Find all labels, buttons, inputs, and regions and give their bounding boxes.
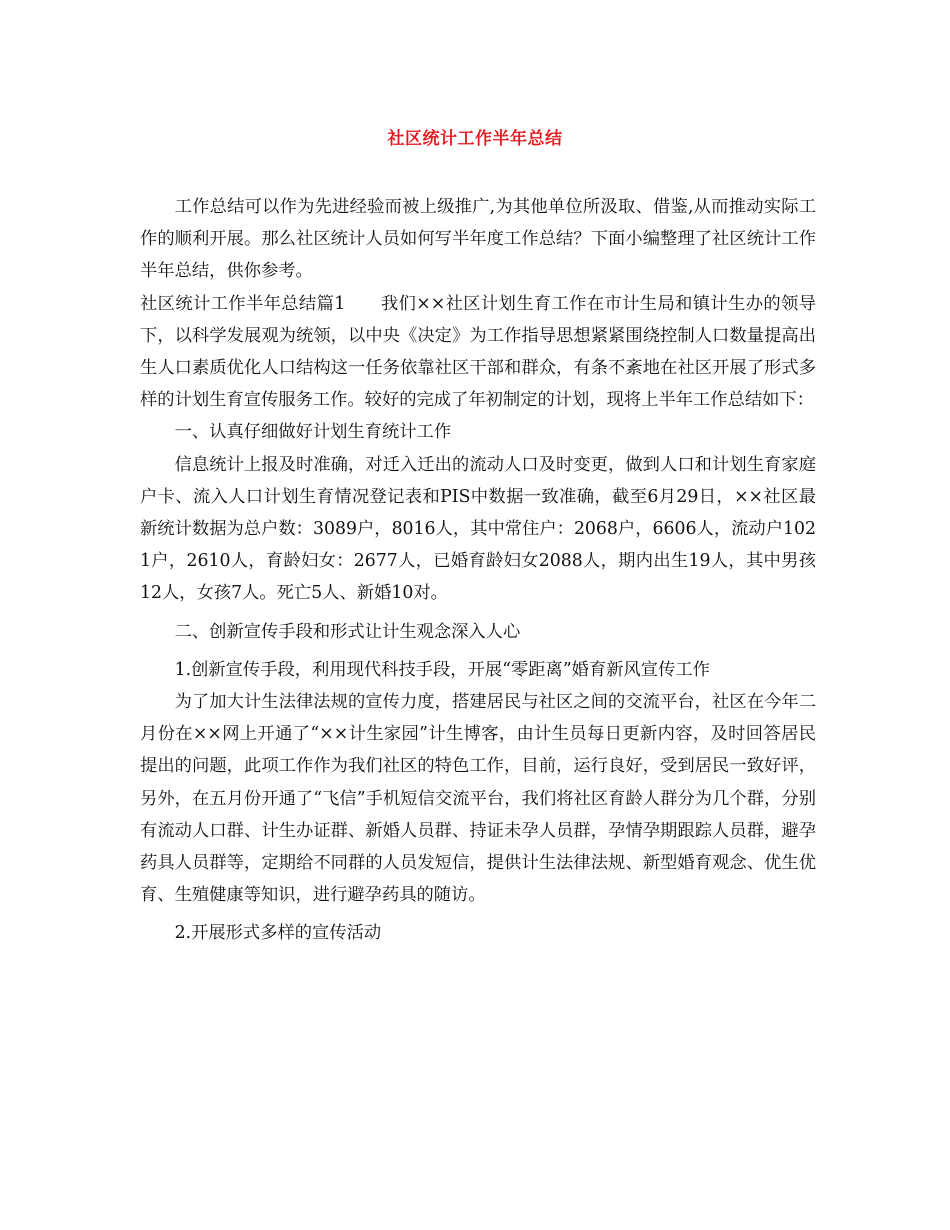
- heading-statistics: 一、认真仔细做好计划生育统计工作: [174, 422, 452, 443]
- document-body: [140, 191, 816, 950]
- subheading-activities: 2.开展形式多样的宣传活动: [174, 923, 382, 944]
- innovation-paragraph: 为了加大计生法律法规的宣传力度，搭建居民与社区之间的交流平台，社区在今年二月份在××网上开通了“××计生家园”计生博客，由计生员每日更新内容，及时回答居民提出的问题，此项工作作为我们社区的特色工作，目前，运行良好，受到居民一致好评，另外，在五月份开通了“飞信”手机短信交流平台，我们将社区育龄人群分为几个群，分别有流动人口群、计生办证群、新婚人员群、持证未孕人员群，孕情孕期跟踪人员群，避孕药具人员群等，定期给不同群的人员发短信，提供计生法律法规、新型婚育观念、优生优育、生殖健康等知识，进行避孕药具的随访。: [140, 692, 816, 906]
- subheading-innovation: 1.创新宣传手段，利用现代科技手段，开展“零距离”婚育新风宣传工作: [174, 659, 710, 680]
- heading-publicity: 二、创新宣传手段和形式让计生观念深入人心: [174, 621, 521, 642]
- intro-paragraph: 工作总结可以作为先进经验而被上级推广,为其他单位所汲取、借鉴,从而推动实际工作的顺利开展。那么社区统计人员如何写半年度工作总结？下面小编整理了社区统计工作半年总结，供你参考。: [140, 197, 816, 282]
- section-intro-paragraph: 社区统计工作半年总结篇1 我们××社区计划生育工作在市计生局和镇计生办的领导下，以科学发展观为统领，以中央《决定》为工作指导思想紧紧围绕控制人口数量提高出生人口素质优化人口结构这一任务依靠社区干部和群众，有条不紊地在社区开展了形式多样的计划生育宣传服务工作。较好的完成了年初制定的计划，现将上半年工作总结如下：: [140, 293, 816, 411]
- document-title: 社区统计工作半年总结: [387, 129, 563, 149]
- statistics-paragraph: 信息统计上报及时准确，对迁入迁出的流动人口及时变更，做到人口和计划生育家庭户卡、流入人口计划生育情况登记表和PIS中数据一致准确，截至6月29日，××社区最新统计数据为总户数：3089户，8016人，其中常住户：2068户，6606人，流动户1021户，2610人，育龄妇女：2677人，已婚育龄妇女2088人，期内出生19人，其中男孩12人，女孩7人。死亡5人、新婚10对。: [140, 454, 816, 604]
